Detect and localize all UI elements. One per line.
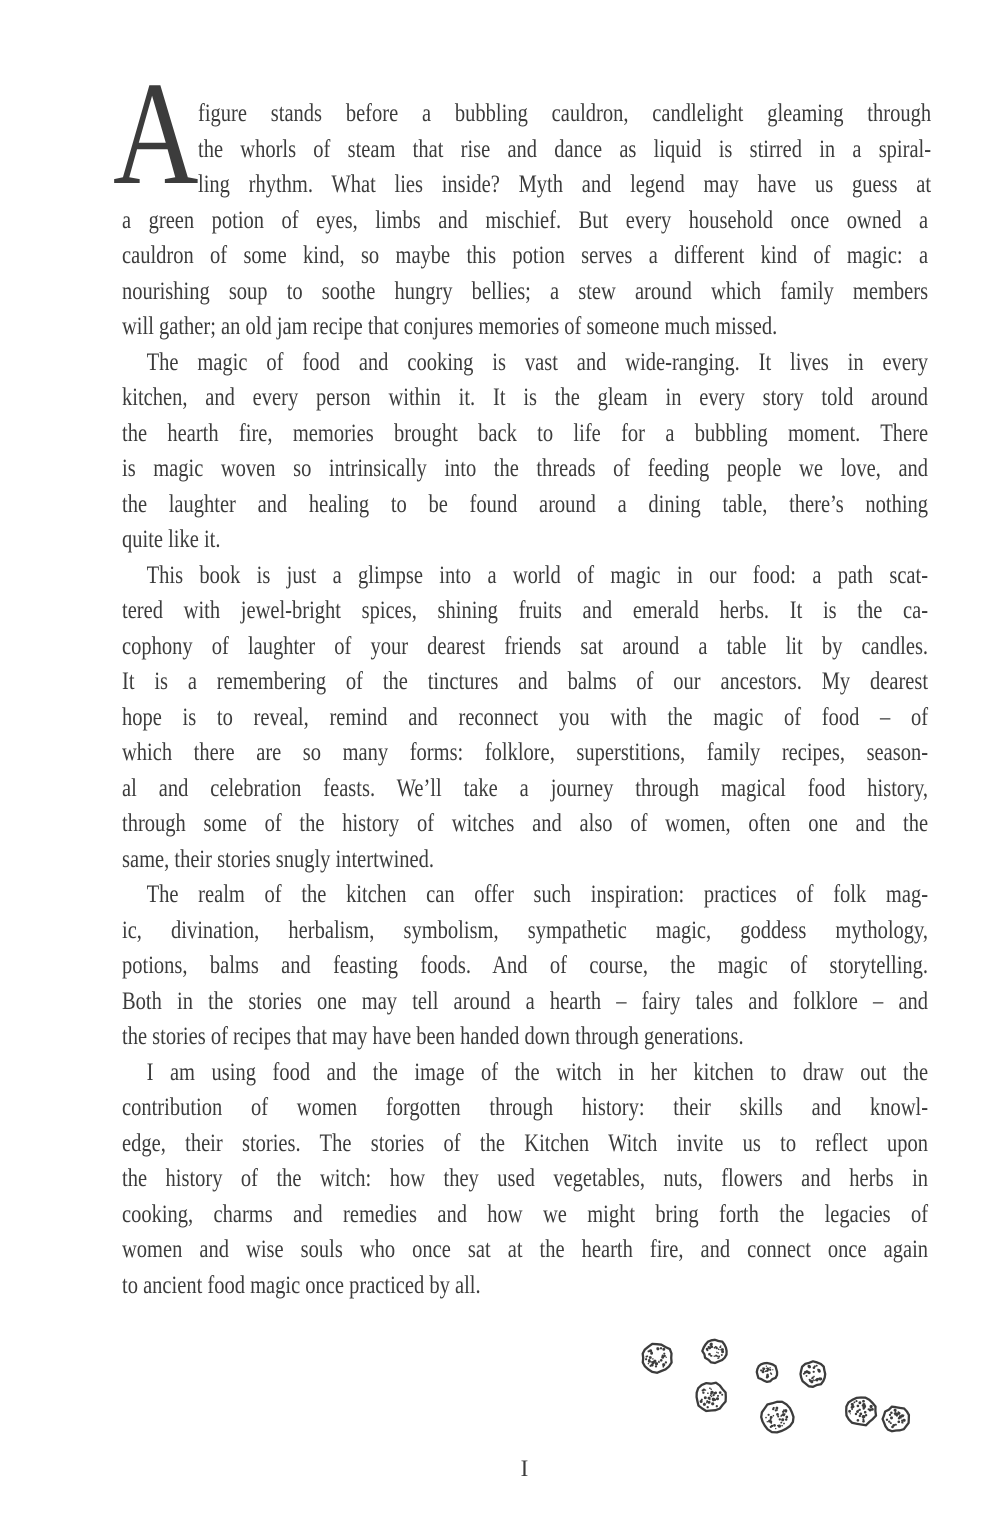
text-line: quite like it.	[122, 526, 221, 553]
text-line: ling rhythm. What lies inside? Myth and legend may have us guess at	[198, 171, 932, 198]
text-line: tered with jewel-bright spices, shining fruits and emerald herbs. It is the ca-	[122, 597, 929, 624]
text-line: the laughter and healing to be found around a dining table, there’s nothing	[122, 490, 929, 518]
text-line: through some of the history of witches and also of women, often one and the	[122, 810, 929, 837]
text-line: This book is just a glimpse into a world of magic in our food: a path scat-	[146, 561, 929, 589]
text-line: the stories of recipes that may have been handed down through generations.	[122, 1023, 744, 1050]
text-line: will gather; an old jam recipe that conjures memories of someone much missed.	[122, 313, 778, 340]
drop-cap-letter: A	[113, 52, 199, 216]
text-line: The realm of the kitchen can offer such inspiration: practices of folk mag-	[146, 881, 929, 908]
text-line: hope is to reveal, remind and reconnect you with the magic of food – of	[122, 703, 929, 731]
text-line: The magic of food and cooking is vast and wide-ranging. It lives in every	[146, 348, 929, 376]
body-text	[122, 96, 932, 1303]
text-line: the whorls of steam that rise and dance as liquid is stirred in a spiral-	[198, 135, 932, 163]
text-line: ic, divination, herbalism, symbolism, sympathetic magic, goddess mythology,	[122, 916, 929, 944]
text-line: cooking, charms and remedies and how we might bring forth the legacies of	[122, 1200, 929, 1228]
text-line: same, their stories snugly intertwined.	[122, 845, 434, 873]
text-line: contribution of women forgotten through history: their skills and knowl-	[122, 1094, 929, 1121]
text-line: potions, balms and feasting foods. And of course, the magic of storytelling.	[122, 952, 929, 979]
text-line: It is a remembering of the tinctures and balms of our ancestors. My dearest	[122, 668, 929, 695]
text-line: I am using food and the image of the witch in her kitchen to draw out the	[146, 1058, 929, 1086]
text-line: edge, their stories. The stories of the Kitchen Witch invite us to reflect upon	[122, 1129, 929, 1157]
text-line: cophony of laughter of your dearest friends sat around a table lit by candles.	[122, 632, 929, 660]
text-line: figure stands before a bubbling cauldron, candlelight gleaming through	[198, 100, 932, 127]
text-line: women and wise souls who once sat at the hearth fire, and connect once again	[122, 1236, 929, 1263]
text-line: the history of the witch: how they used vegetables, nuts, flowers and herbs in	[122, 1165, 929, 1192]
text-line: which there are so many forms: folklore, superstitions, family recipes, season-	[122, 739, 929, 766]
text-line: is magic woven so intrinsically into the threads of feeding people we love, and	[122, 455, 929, 482]
text-line: Both in the stories one may tell around a hearth – fairy tales and folklore – and	[122, 987, 929, 1015]
text-line: to ancient food magic once practiced by all.	[122, 1271, 481, 1299]
text-line: cauldron of some kind, so maybe this potion serves a different kind of magic: a	[122, 242, 929, 269]
text-line: al and celebration feasts. We’ll take a journey through magical food history,	[122, 774, 929, 802]
text-line: the hearth fire, memories brought back to life for a bubbling moment. There	[122, 419, 929, 447]
text-line: nourishing soup to soothe hungry bellies; a stew around which family members	[122, 277, 929, 305]
text-line: kitchen, and every person within it. It is the gleam in every story told around	[122, 384, 929, 411]
text-line: a green potion of eyes, limbs and mischief. But every household once owned a	[122, 206, 929, 234]
page-number: I	[520, 1456, 530, 1481]
